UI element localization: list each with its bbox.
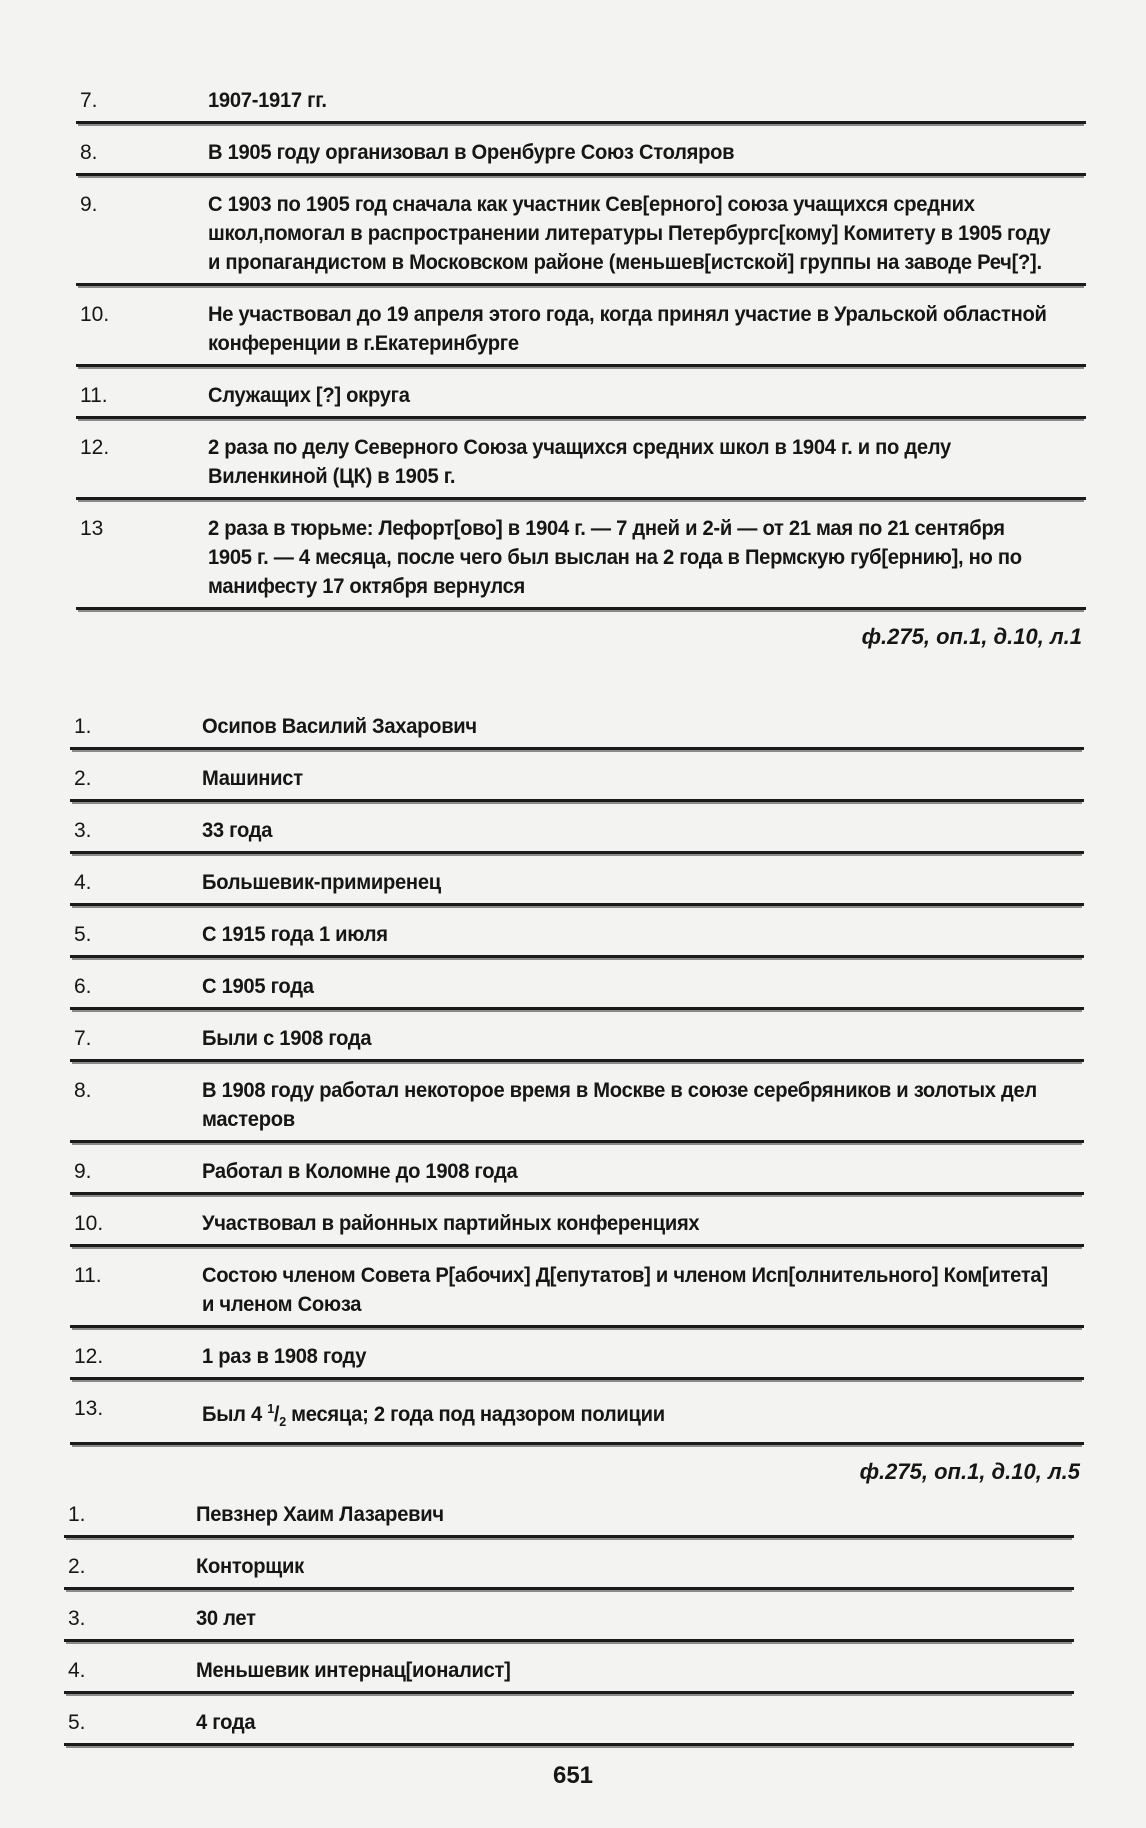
row-answer: С 1905 года	[202, 975, 314, 998]
row-answer: 2 раза в тюрьме: Лефорт[ово] в 1904 г. — 7 дней и 2-й — от 21 мая по 21 сентября 1905 г. — 4 месяца, после чего был выслан на 2 года в Пермскую губ[ернию], но по манифесту 17 октября вернулся	[208, 517, 1022, 598]
row-number: 6.	[74, 975, 92, 998]
row-answer: Состою членом Совета Р[абочих] Д[епутатов] и членом Исп[олнительного] Ком[итета] и членом Союза	[202, 1264, 1048, 1316]
table-row	[64, 1698, 1074, 1746]
row-number: 10.	[80, 303, 110, 326]
table-row	[70, 1332, 1084, 1380]
table-row	[64, 1542, 1074, 1590]
row-number: 8.	[80, 141, 98, 164]
table-row	[70, 702, 1084, 750]
row-answer: С 1903 по 1905 год сначала как участник Сев[ерного] союза учащихся средних школ,помогал в распространении литературы Петербургс[кому] Комитету в 1905 году и пропагандистом в Московском районе (меньшев[истской] группы на заводе Реч[?].	[208, 193, 1051, 274]
archive-reference: ф.275, оп.1, д.10, л.1	[861, 624, 1082, 649]
table-row	[70, 858, 1084, 906]
table-row	[70, 1147, 1084, 1195]
row-answer: Был 4 $^1/_2$ месяца; 2 года под надзором полиции	[202, 1401, 665, 1430]
page-number: 651	[552, 1762, 594, 1789]
table-row	[70, 1066, 1084, 1143]
row-number: 7.	[80, 89, 98, 112]
fraction-denominator: 2	[279, 1414, 286, 1430]
row-number: 5.	[74, 923, 92, 946]
row-answer: Меньшевик интернац[ионалист]	[196, 1659, 511, 1682]
table-row	[76, 128, 1086, 176]
fraction-numerator: 1	[267, 1401, 274, 1416]
questionnaire-section-2	[70, 702, 1084, 1485]
row-number: 13	[80, 517, 104, 540]
row-answer: Работал в Коломне до 1908 года	[202, 1160, 518, 1183]
table-row	[76, 76, 1086, 124]
row-number: 12.	[80, 436, 110, 459]
table-row	[70, 1014, 1084, 1062]
questionnaire-section-1	[76, 76, 1086, 650]
table-row	[70, 1384, 1084, 1445]
row-answer: Большевик-примиренец	[202, 871, 441, 894]
table-row	[76, 290, 1086, 367]
questionnaire-section-3	[64, 1490, 1074, 1750]
row-number: 1.	[68, 1503, 86, 1526]
row-answer: 1907-1917 гг.	[208, 89, 327, 112]
row-answer: Были с 1908 года	[202, 1027, 372, 1050]
table-row	[76, 371, 1086, 419]
archive-reference: ф.275, оп.1, д.10, л.5	[859, 1459, 1080, 1485]
table-row	[64, 1646, 1074, 1694]
table-row	[70, 1251, 1084, 1328]
row-number: 11.	[74, 1264, 102, 1287]
row-number: 11.	[80, 384, 108, 407]
row-answer: Конторщик	[196, 1555, 304, 1578]
table-row	[76, 423, 1086, 500]
row-answer: Служащих [?] округа	[208, 384, 410, 407]
row-number: 5.	[68, 1711, 86, 1734]
row-answer: С 1915 года 1 июля	[202, 923, 388, 946]
row-number: 8.	[74, 1079, 92, 1102]
row-number: 3.	[74, 819, 92, 842]
row-number: 9.	[80, 193, 98, 216]
row-number: 2.	[74, 767, 92, 790]
row-number: 13.	[74, 1397, 104, 1420]
answer-text-end: месяца; 2 года под надзором полиции	[285, 1403, 665, 1426]
answer-text-start: Был 4	[202, 1403, 268, 1426]
row-answer: 4 года	[196, 1711, 256, 1734]
row-number: 9.	[74, 1160, 92, 1183]
row-answer: Машинист	[202, 767, 303, 790]
table-row	[70, 1199, 1084, 1247]
row-number: 12.	[74, 1345, 104, 1368]
row-number: 4.	[68, 1659, 86, 1682]
row-number: 10.	[74, 1212, 104, 1235]
row-answer: В 1908 году работал некоторое время в Москве в союзе серебряников и золотых дел мастеров	[202, 1079, 1037, 1131]
row-answer: 30 лет	[196, 1607, 256, 1630]
row-answer: 1 раз в 1908 году	[202, 1345, 367, 1368]
table-row	[76, 504, 1086, 610]
table-row	[64, 1594, 1074, 1642]
table-row	[70, 806, 1084, 854]
table-row	[70, 754, 1084, 802]
row-number: 7.	[74, 1027, 92, 1050]
table-row	[76, 180, 1086, 286]
row-answer: 2 раза по делу Северного Союза учащихся средних школ в 1904 г. и по делу Виленкиной (ЦК) в 1905 г.	[208, 436, 951, 488]
row-number: 3.	[68, 1607, 86, 1630]
row-answer: Участвовал в районных партийных конференциях	[202, 1212, 700, 1235]
row-answer: Певзнер Хаим Лазаревич	[196, 1503, 444, 1526]
row-answer: 33 года	[202, 819, 273, 842]
table-row	[70, 962, 1084, 1010]
table-row	[64, 1490, 1074, 1538]
row-number: 2.	[68, 1555, 86, 1578]
row-answer: Не участвовал до 19 апреля этого года, когда принял участие в Уральской областной конференции в г.Екатеринбурге	[208, 303, 1047, 355]
table-row	[70, 910, 1084, 958]
row-answer: В 1905 году организовал в Оренбурге Союз Столяров	[208, 141, 735, 164]
row-number: 4.	[74, 871, 92, 894]
row-answer: Осипов Василий Захарович	[202, 715, 477, 738]
row-number: 1.	[74, 715, 92, 738]
